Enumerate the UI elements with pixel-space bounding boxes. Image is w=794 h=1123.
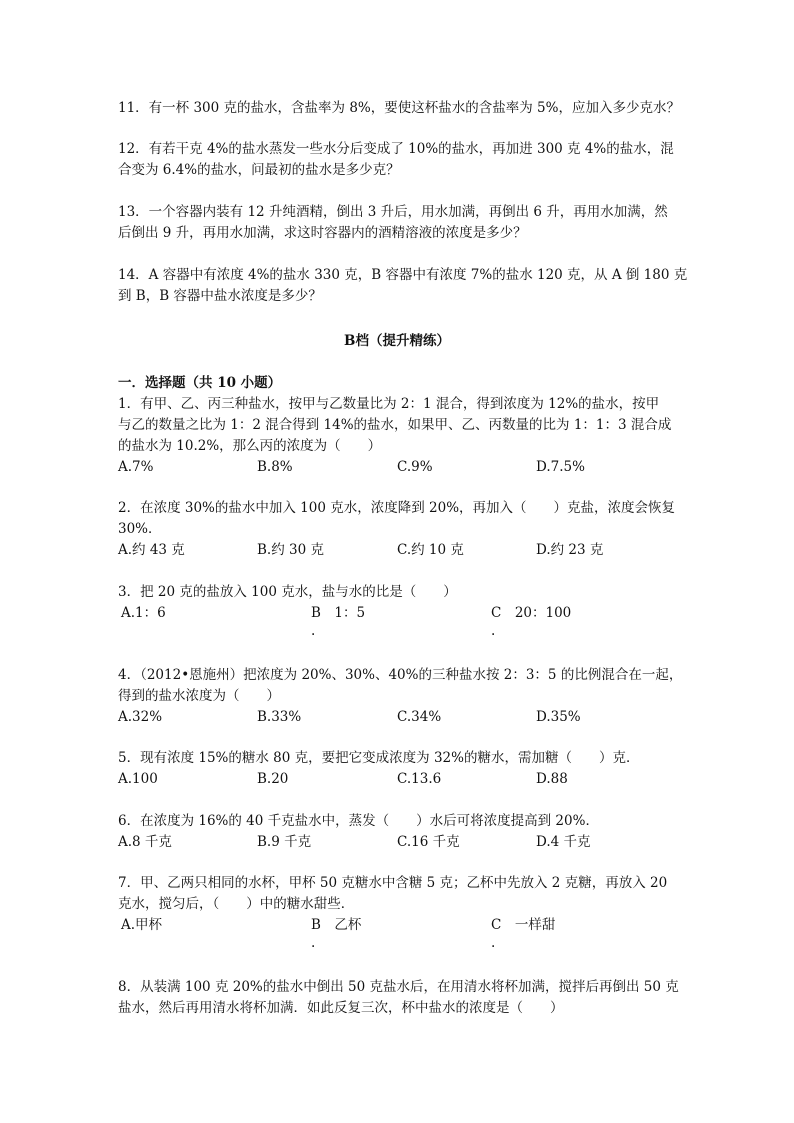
option-b[interactable]: B.20 — [257, 771, 289, 787]
option-b-label: B 1：5 — [311, 605, 366, 621]
question-12-line-1: 12．有若干克 4%的盐水蒸发一些水分后变成了 10%的盐水，再加进 300 克 4%的盐水，混 — [118, 141, 674, 157]
b-question-3-options — [118, 603, 678, 643]
option-a[interactable]: A.约 43 克 — [118, 542, 185, 558]
option-b[interactable]: B.33% — [257, 709, 302, 725]
option-c[interactable]: C.9% — [397, 459, 433, 475]
option-b-dot: . — [311, 623, 316, 639]
b-question-6-options — [118, 832, 678, 872]
b-question-2-line-1: 2．在浓度 30%的盐水中加入 100 克水，浓度降到 20%，再加入（ ）克盐，浓度会恢复 — [118, 500, 676, 516]
b-question-2-options — [118, 540, 678, 580]
question-14-line-1: 14．A 容器中有浓度 4%的盐水 330 克，B 容器中有浓度 7%的盐水 120 克，从 A 倒 180 克 — [118, 267, 688, 283]
option-d[interactable]: D.7.5% — [536, 459, 585, 475]
option-a[interactable] — [121, 603, 166, 623]
b-question-8-line-2: 盐水，然后再用清水将杯加满．如此反复三次，杯中盐水的浓度是（ ） — [118, 1000, 564, 1016]
option-a[interactable]: A.8 千克 — [118, 834, 172, 850]
option-d[interactable]: D.35% — [536, 709, 581, 725]
option-b[interactable] — [311, 603, 365, 639]
option-a-label: A.1：6 — [121, 605, 166, 621]
b-question-5-options — [118, 769, 678, 809]
b-question-2-line-2: 30%． — [118, 521, 162, 537]
question-13-line-1: 13．一个容器内装有 12 升纯酒精，倒出 3 升后，用水加满，再倒出 6 升，再用水加满，然 — [118, 204, 668, 220]
option-b[interactable]: B.9 千克 — [257, 834, 312, 850]
b-question-4-line-1: 4．（2012•恩施州）把浓度为 20%、30%、40%的三种盐水按 2：3：5 的比例混合在一起， — [118, 667, 683, 683]
question-12-line-2: 合变为 6.4%的盐水，问最初的盐水是多少克？ — [118, 162, 400, 178]
option-b[interactable] — [311, 915, 361, 951]
option-c[interactable]: C.13.6 — [397, 771, 442, 787]
option-a[interactable] — [121, 915, 162, 935]
option-c[interactable]: C.约 10 克 — [397, 542, 464, 558]
option-c-dot: . — [491, 623, 496, 639]
option-c[interactable] — [491, 603, 571, 639]
question-11: 11．有一杯 300 克的盐水，含盐率为 8%，要使这杯盐水的含盐率为 5%，应加入多少克水？ — [118, 100, 680, 116]
b-question-7-line-1: 7．甲、乙两只相同的水杯，甲杯 50 克糖水中含糖 5 克；乙杯中先放入 2 克糖，再放入 20 — [118, 875, 668, 891]
option-c-dot: . — [491, 935, 496, 951]
option-c-label: C 一样甜 — [491, 917, 556, 933]
option-a[interactable]: A.7% — [118, 459, 154, 475]
b-question-6-line-1: 6．在浓度为 16%的 40 千克盐水中，蒸发（ ）水后可将浓度提高到 20%． — [118, 813, 599, 829]
question-13-line-2: 后倒出 9 升，再用水加满，求这时容器内的酒精溶液的浓度是多少？ — [118, 225, 527, 241]
b-question-1-line-3: 的盐水为 10.2%，那么丙的浓度为（ ） — [118, 438, 382, 454]
option-b[interactable]: B.8% — [257, 459, 293, 475]
option-c[interactable]: C.16 千克 — [397, 834, 460, 850]
option-d[interactable]: D.4 千克 — [536, 834, 591, 850]
option-b[interactable]: B.约 30 克 — [257, 542, 324, 558]
option-c[interactable] — [491, 915, 555, 951]
option-b-dot: . — [311, 935, 316, 951]
b-question-7-line-2: 克水，搅匀后，（ ）中的糖水甜些． — [118, 896, 355, 912]
option-a[interactable]: A.100 — [118, 771, 158, 787]
b-question-5-line-1: 5．现有浓度 15%的糖水 80 克，要把它变成浓度为 32%的糖水，需加糖（ ）克． — [118, 750, 640, 766]
b-question-1-options — [118, 457, 678, 497]
b-question-4-options — [118, 707, 678, 747]
b-question-1-line-1: 1．有甲、乙、丙三种盐水，按甲与乙数量比为 2：1 混合，得到浓度为 12%的盐水，按甲 — [118, 396, 660, 412]
option-c-label: C 20：100 — [491, 605, 572, 621]
option-a-label: A.甲杯 — [121, 917, 163, 933]
b-question-4-line-2: 得到的盐水浓度为（ ） — [118, 688, 280, 704]
section-b-heading: B档（提升精练） — [344, 333, 450, 349]
option-a[interactable]: A.32% — [118, 709, 163, 725]
option-d[interactable]: D.约 23 克 — [536, 542, 604, 558]
b-question-7-options — [118, 915, 678, 955]
b-question-3-line-1: 3．把 20 克的盐放入 100 克水，盐与水的比是（ ） — [118, 584, 457, 600]
b-question-1-line-2: 与乙的数量之比为 1：2 混合得到 14%的盐水，如果甲、乙、丙数量的比为 1：1：3 混合成 — [118, 417, 672, 433]
option-d[interactable]: D.88 — [536, 771, 568, 787]
section-b-subheading: 一．选择题（共 10 小题） — [118, 375, 282, 391]
b-question-8-line-1: 8．从装满 100 克 20%的盐水中倒出 50 克盐水后，在用清水将杯加满，搅拌后再倒出 50 克 — [118, 979, 679, 995]
question-14-line-2: 到 B，B 容器中盐水浓度是多少？ — [118, 288, 322, 304]
option-b-label: B 乙杯 — [311, 917, 362, 933]
option-c[interactable]: C.34% — [397, 709, 442, 725]
